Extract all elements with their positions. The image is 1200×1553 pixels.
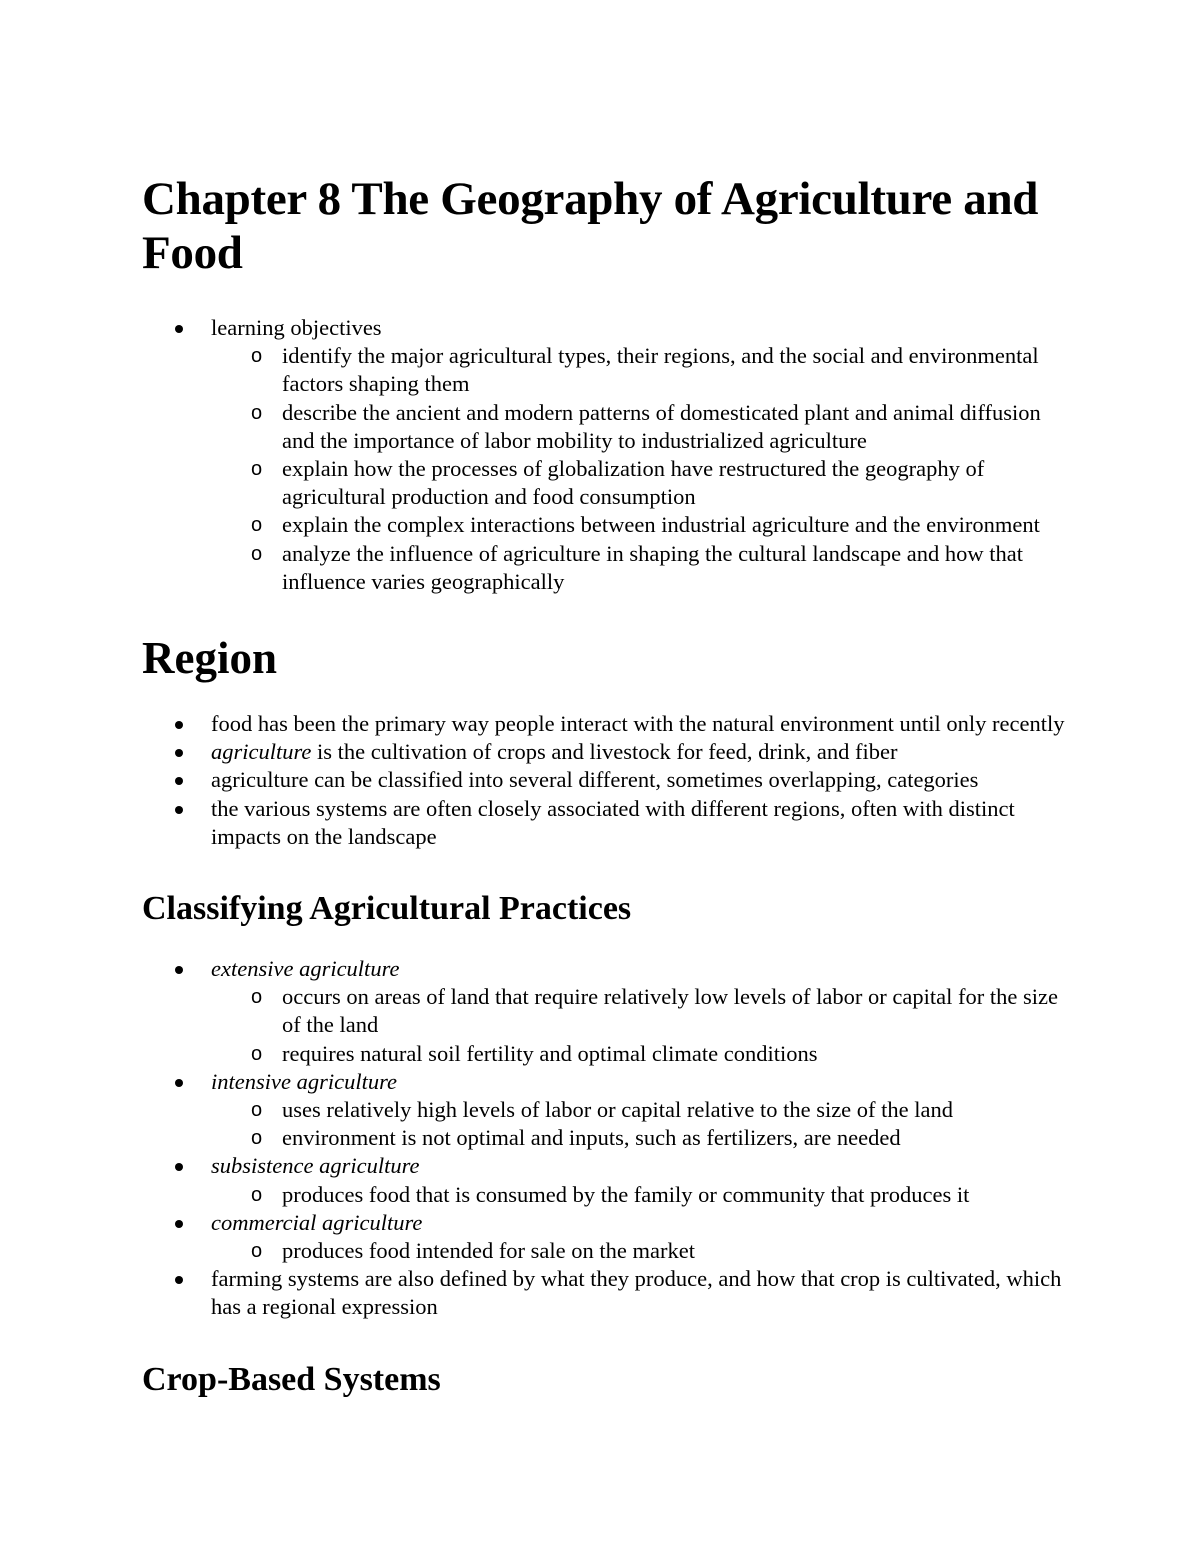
term-agriculture: agriculture — [211, 739, 312, 765]
sub-list — [211, 1237, 1070, 1265]
sub-list-item: o analyze the influence of agriculture in shaping the cultural landscape and how that influence varies geographically — [251, 540, 1023, 594]
list-item — [142, 1209, 1070, 1265]
objectives-list — [142, 314, 1070, 596]
circle-bullet-icon: o — [251, 345, 263, 368]
list-item — [142, 1152, 1070, 1208]
region-list — [142, 710, 1070, 851]
term-intensive-agriculture: intensive agriculture — [211, 1068, 397, 1094]
list-item: agriculture is the cultivation of crops and livestock for feed, drink, and fiber — [142, 738, 1070, 766]
objectives-sublist — [211, 342, 1070, 596]
circle-bullet-icon: o — [251, 1183, 263, 1206]
sub-list — [211, 983, 1070, 1068]
sub-list-item: o occurs on areas of land that require relatively low levels of labor or capital for the size of the land — [251, 984, 1058, 1038]
bullet-icon — [175, 777, 183, 785]
circle-bullet-icon: o — [251, 401, 263, 424]
bullet-icon — [175, 966, 183, 974]
list-item: agriculture can be classified into several different, sometimes overlapping, categories — [142, 766, 1070, 794]
bullet-icon — [175, 749, 183, 757]
sub-list-item: o describe the ancient and modern patterns of domesticated plant and animal diffusion and the importance of labor mobility to industrialized agriculture — [251, 399, 1041, 453]
term-commercial-agriculture: commercial agriculture — [211, 1209, 423, 1235]
objectives-label: learning objectives — [211, 315, 382, 340]
sub-list-item: o requires natural soil fertility and optimal climate conditions — [211, 1040, 1070, 1068]
list-item — [142, 1068, 1070, 1153]
list-item: food has been the primary way people interact with the natural environment until only recently — [142, 710, 1070, 738]
circle-bullet-icon: o — [251, 1042, 263, 1065]
sub-list-item: o environment is not optimal and inputs, such as fertilizers, are needed — [211, 1124, 1070, 1152]
term-extensive-agriculture: extensive agriculture — [211, 956, 400, 982]
section-heading-region: Region — [142, 633, 277, 684]
term-subsistence-agriculture: subsistence agriculture — [211, 1153, 420, 1179]
circle-bullet-icon: o — [251, 514, 263, 537]
page-title: Chapter 8 The Geography of Agriculture and Food — [142, 173, 1039, 279]
bullet-icon — [175, 806, 183, 814]
bullet-icon — [175, 1079, 183, 1087]
bullet-icon — [175, 1163, 183, 1171]
circle-bullet-icon: o — [251, 1099, 263, 1122]
circle-bullet-icon: o — [251, 458, 263, 481]
bullet-icon — [175, 325, 183, 333]
list-item: farming systems are also defined by what they produce, and how that crop is cultivated, which has a regional expression — [142, 1265, 1070, 1321]
list-item: the various systems are often closely associated with different regions, often with distinct impacts on the landscape — [142, 795, 1070, 851]
sub-list — [211, 1096, 1070, 1152]
circle-bullet-icon: o — [251, 1240, 263, 1263]
bullet-icon — [175, 1220, 183, 1228]
section-heading-crop-based: Crop-Based Systems — [142, 1360, 441, 1398]
section-heading-classifying: Classifying Agricultural Practices — [142, 890, 632, 928]
sub-list-item: o uses relatively high levels of labor or capital relative to the size of the land — [211, 1096, 1070, 1124]
sub-list-item: o explain how the processes of globalization have restructured the geography of agricultural production and food consumption — [251, 456, 985, 510]
classifying-list — [142, 955, 1070, 1322]
circle-bullet-icon: o — [251, 986, 263, 1009]
list-item — [142, 955, 1070, 1068]
circle-bullet-icon: o — [251, 1127, 263, 1150]
sub-list-item: o identify the major agricultural types, their regions, and the social and environmental factors shaping them — [251, 343, 1039, 397]
list-item — [142, 314, 1070, 596]
sub-list-item: o produces food that is consumed by the family or community that produces it — [211, 1181, 1070, 1209]
sub-list — [211, 1181, 1070, 1209]
sub-list-item: o explain the complex interactions between industrial agriculture and the environment — [211, 511, 1070, 539]
bullet-icon — [175, 1276, 183, 1284]
bullet-icon — [175, 721, 183, 729]
sub-list-item: o produces food intended for sale on the market — [211, 1237, 1070, 1265]
circle-bullet-icon: o — [251, 542, 263, 565]
